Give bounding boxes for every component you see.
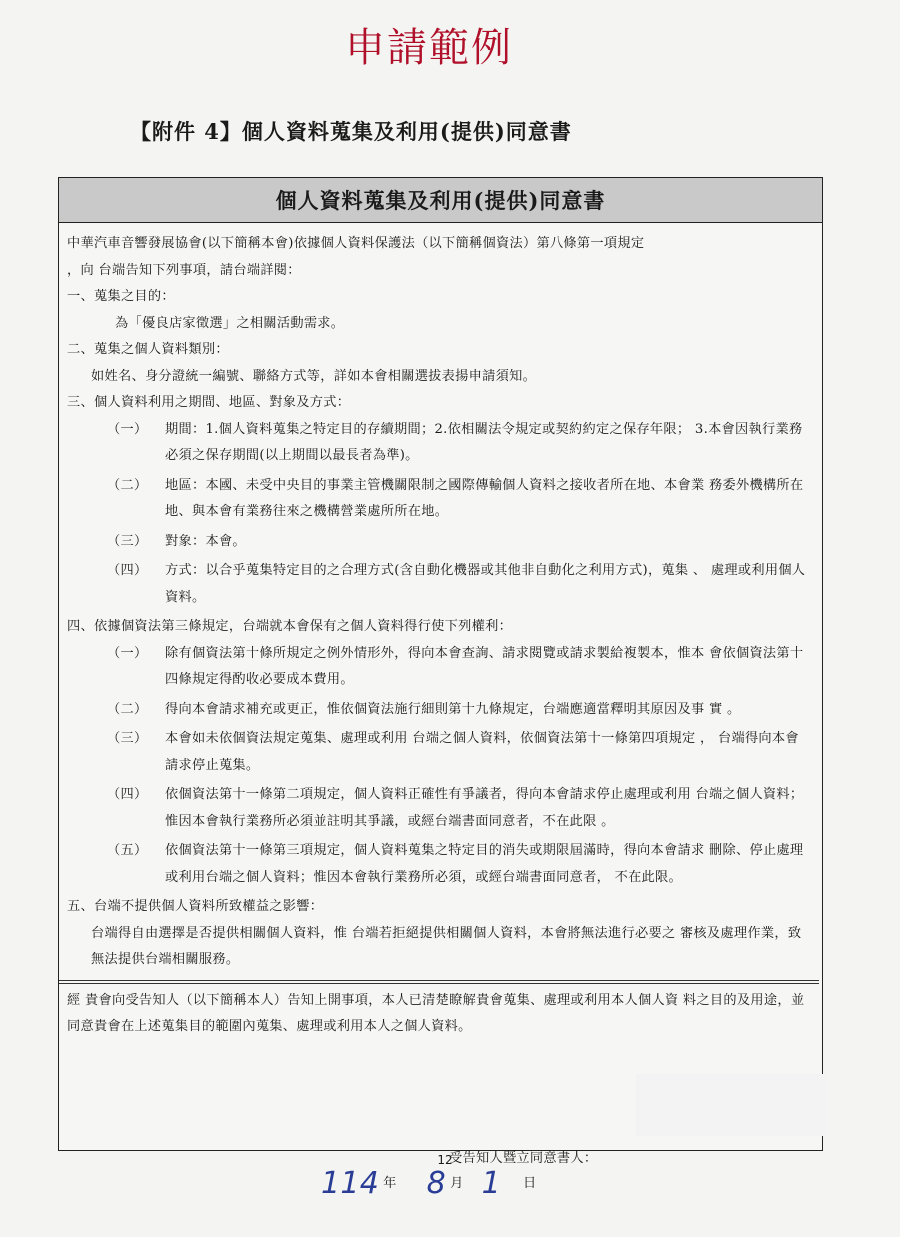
item-number: （三）: [107, 533, 148, 549]
item-text: 除有個資法第十條所規定之例外情形外，得向本會查詢、請求閱覽或請求製給複製本，惟本 會依個資法第十四條規定得酌收必要成本費用。: [165, 645, 804, 687]
section-1-body: 為「優良店家徵選」之相關活動需求。: [115, 315, 345, 331]
section-4-item: [107, 782, 808, 835]
item-text: 對象：本會。: [165, 533, 246, 549]
section-4-item: [107, 641, 808, 694]
section-4-heading: 四、依據個資法第三條規定，台端就本會保有之個人資料得行使下列權利：: [67, 619, 513, 634]
section-4-item: [107, 697, 808, 724]
section-2-body: 如姓名、身分證統一編號、聯絡方式等，詳如本會相關選拔表揚申請須知。: [91, 368, 537, 384]
item-number: （五）: [107, 843, 148, 858]
item-text: 期間：1.個人資料蒐集之特定目的存續期間；2.依相關法令規定或契約約定之保存年限； 3.本會因執行業務必須之保存期間(以上期間以最長者為準)。: [165, 421, 803, 463]
section-4-item: [107, 726, 808, 779]
section-3-item: [107, 417, 808, 470]
date-row: [321, 1166, 548, 1201]
section-4-item: [107, 838, 808, 891]
section-3-item: [107, 473, 808, 526]
item-text: 本會如未依個資法規定蒐集、處理或利用 台端之個人資料，依個資法第十一條第四項規定 ， 台端得向本會請求停止蒐集。: [165, 731, 799, 773]
attachment-title: 【附件 4】個人資料蒐集及利用(提供)同意書: [130, 119, 572, 144]
page-number: 12: [437, 1153, 453, 1167]
sample-stamp-title: 申請範例: [345, 25, 513, 71]
handwritten-year: 114: [321, 1166, 380, 1201]
year-label: 年: [383, 1175, 397, 1191]
section-3-item: [107, 558, 808, 611]
intro-line-2: ，向 台端告知下列事項，請台端詳閱：: [67, 262, 301, 278]
item-number: （一）: [107, 645, 148, 661]
signer-label: 受告知人暨立同意書人：: [449, 1151, 598, 1166]
item-text: 方式：以合乎蒐集特定目的之合理方式(含自動化機器或其他非自動化之利用方式)，蒐集 、 處理或利用個人資料。: [165, 563, 806, 605]
day-label: 日: [522, 1175, 537, 1191]
item-number: （四）: [107, 563, 148, 578]
consent-statement: 經 貴會向受告知人（以下簡稱本人）告知上開事項，本人已清楚瞭解貴會蒐集、處理或利用本人個人資 料之目的及用途，並同意貴會在上述蒐集目的範圍內蒐集、處理或利用本人之個人資料。: [67, 992, 805, 1034]
item-text: 地區：本國、未受中央目的事業主管機關限制之國際傳輸個人資料之接收者所在地、本會業 務委外機構所在地、與本會有業務往來之機構營業處所所在地。: [165, 477, 804, 519]
handwritten-month: 8: [426, 1166, 447, 1201]
section-2-heading: 二、蒐集之個人資料類別：: [67, 342, 229, 357]
intro-line-1: 中華汽車音響發展協會(以下簡稱本會)依據個人資料保護法（以下簡稱個資法）第八條第一項規定: [67, 236, 645, 251]
item-text: 得向本會請求補充或更正，惟依個資法施行細則第十九條規定，台端應適當釋明其原因及事 實 。: [165, 701, 741, 717]
handwritten-day: 1: [481, 1166, 501, 1201]
item-number: （四）: [107, 787, 148, 802]
signature-area-blank: [636, 1074, 826, 1136]
section-5-heading: 五、台端不提供個人資料所致權益之影響：: [67, 899, 324, 914]
section-3-heading: 三、個人資料利用之期間、地區、對象及方式：: [67, 395, 351, 410]
item-number: （二）: [107, 477, 148, 493]
item-text: 依個資法第十一條第二項規定，個人資料正確性有爭議者，得向本會請求停止處理或利用 台端之個人資料；惟因本會執行業務所必須並註明其爭議，或經台端書面同意者，不在此限 。: [165, 787, 804, 829]
item-number: （一）: [107, 421, 148, 437]
form-title: 個人資料蒐集及利用(提供)同意書: [59, 178, 822, 223]
item-text: 依個資法第十一條第三項規定，個人資料蒐集之特定目的消失或期限屆滿時，得向本會請求 刪除、停止處理或利用台端之個人資料；惟因本會執行業務所必須，或經台端書面同意者， 不在此限。: [165, 843, 804, 885]
month-label: 月: [450, 1175, 464, 1191]
section-1-heading: 一、蒐集之目的：: [67, 289, 175, 304]
double-divider: [59, 980, 819, 984]
item-number: （三）: [107, 731, 148, 746]
section-3-item: [107, 529, 808, 556]
item-number: （二）: [107, 701, 148, 717]
section-5-body: 台端得自由選擇是否提供相關個人資料，惟 台端若拒絕提供相關個人資料，本會將無法進行必要之 審核及處理作業，致無法提供台端相關服務。: [91, 925, 802, 967]
